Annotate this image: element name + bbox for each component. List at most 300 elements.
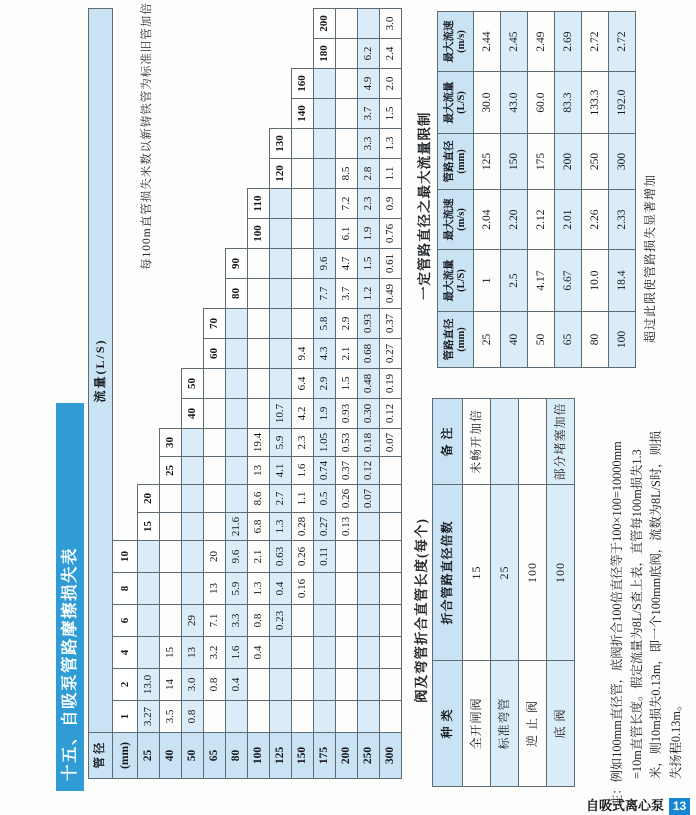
valve-value-cell — [519, 399, 547, 485]
blank-cell — [358, 9, 380, 39]
blank-cell — [314, 159, 336, 189]
limit-value-cell: 80 — [582, 312, 609, 368]
blank-cell — [292, 189, 314, 219]
blank-cell — [336, 701, 358, 733]
blank-cell — [226, 399, 248, 429]
blank-cell — [314, 605, 336, 637]
empty-region-cell — [204, 219, 226, 249]
limit-value-cell: 125 — [474, 134, 501, 190]
flow-limit-table-title: 一定管路直径之最大流量限制 — [417, 111, 432, 300]
blank-cell — [336, 637, 358, 669]
empty-region-cell — [113, 485, 138, 513]
blank-cell — [314, 69, 336, 99]
blank-cell — [270, 309, 292, 339]
diameter-label: 125 — [270, 733, 292, 779]
empty-region-cell — [113, 39, 138, 69]
loss-value-cell: 3.7 — [336, 279, 358, 309]
empty-region-cell — [248, 99, 270, 129]
flow-header-cell: 110 — [248, 189, 270, 219]
loss-value-cell: 1.3 — [270, 513, 292, 541]
loss-value-cell: 0.11 — [314, 541, 336, 573]
empty-region-cell — [138, 309, 160, 339]
blank-cell — [314, 669, 336, 701]
limit-value-cell: 6.67 — [555, 250, 582, 312]
loss-value-cell: 20 — [204, 541, 226, 573]
loss-value-cell: 21.6 — [226, 513, 248, 541]
diameter-label: 175 — [314, 733, 336, 779]
valve-value-cell: 底 阀 — [547, 661, 575, 787]
blank-cell — [292, 637, 314, 669]
loss-value-cell: 15 — [160, 637, 182, 669]
corner-unit: (mm) — [113, 733, 138, 779]
diameter-label: 300 — [380, 733, 402, 779]
limit-value-cell: 50 — [528, 312, 555, 368]
loss-value-cell: 4.1 — [270, 457, 292, 485]
blank-cell — [336, 669, 358, 701]
blank-cell — [160, 541, 182, 573]
loss-value-cell: 1.05 — [314, 429, 336, 457]
blank-cell — [182, 573, 204, 605]
blank-cell — [270, 339, 292, 369]
blank-cell — [182, 429, 204, 457]
blank-cell — [138, 573, 160, 605]
blank-cell — [336, 605, 358, 637]
limit-value-cell: 2.45 — [501, 12, 528, 72]
blank-cell — [314, 701, 336, 733]
valve-table-title: 阀及弯管折合直管长度(每个) — [414, 518, 429, 703]
empty-region-cell — [113, 249, 138, 279]
valve-value-cell: 100 — [547, 485, 575, 661]
empty-region-cell — [182, 189, 204, 219]
loss-value-cell: 1.9 — [314, 399, 336, 429]
flow-limit-table — [437, 11, 636, 368]
blank-cell — [204, 701, 226, 733]
loss-value-cell: 3.27 — [138, 701, 160, 733]
blank-cell — [226, 429, 248, 457]
flow-header-cell: 100 — [248, 219, 270, 249]
blank-cell — [292, 605, 314, 637]
flow-header-cell: 80 — [226, 279, 248, 309]
flow-header-cell: 90 — [226, 249, 248, 279]
empty-region-cell — [113, 309, 138, 339]
blank-cell — [204, 369, 226, 399]
limit-value-cell: 2.69 — [555, 12, 582, 72]
loss-value-cell: 0.53 — [336, 429, 358, 457]
flow-header-cell: 60 — [204, 339, 226, 369]
loss-value-cell: 0.93 — [358, 309, 380, 339]
flow-header-cell: 15 — [138, 513, 160, 541]
loss-value-cell: 2.9 — [314, 369, 336, 399]
limit-value-cell: 100 — [609, 312, 636, 368]
diameter-label: 100 — [248, 733, 270, 779]
blank-cell — [314, 219, 336, 249]
blank-cell — [270, 637, 292, 669]
empty-region-cell — [113, 159, 138, 189]
empty-region-cell — [226, 189, 248, 219]
loss-value-cell: 4.9 — [358, 69, 380, 99]
valve-value-cell: 逆 止 阀 — [519, 661, 547, 787]
empty-region-cell — [160, 339, 182, 369]
empty-region-cell — [138, 129, 160, 159]
empty-region-cell — [138, 339, 160, 369]
empty-region-cell — [113, 129, 138, 159]
diameter-label: 65 — [204, 733, 226, 779]
empty-region-cell — [226, 69, 248, 99]
empty-region-cell — [138, 369, 160, 399]
limit-value-cell: 2.12 — [528, 190, 555, 250]
empty-region-cell — [160, 9, 182, 39]
limit-value-cell: 2.5 — [501, 250, 528, 312]
limit-column-header: 最大流量 (L/S) — [438, 72, 474, 134]
diameter-label: 200 — [336, 733, 358, 779]
page-footer — [586, 795, 690, 815]
loss-value-cell: 0.27 — [380, 339, 402, 369]
blank-cell — [182, 513, 204, 541]
note-line: =10m直管长度。假定流量为8L/S查上表，直管每100m损失1.3 — [629, 449, 644, 779]
empty-region-cell — [182, 69, 204, 99]
flow-header-cell: 4 — [113, 637, 138, 669]
loss-value-cell: 0.61 — [380, 249, 402, 279]
empty-region-cell — [113, 189, 138, 219]
loss-value-cell: 3.7 — [358, 99, 380, 129]
loss-value-cell: 0.4 — [270, 573, 292, 605]
loss-value-cell: 13 — [248, 457, 270, 485]
empty-region-cell — [113, 219, 138, 249]
limit-value-cell: 65 — [555, 312, 582, 368]
limit-value-cell: 2.72 — [582, 12, 609, 72]
valve-value-cell: 100 — [519, 485, 547, 661]
diameter-label: 80 — [226, 733, 248, 779]
blank-cell — [314, 99, 336, 129]
corner-header: 管 径 — [89, 733, 113, 779]
loss-value-cell: 2.9 — [336, 309, 358, 339]
page-number-badge: 13 — [669, 798, 690, 815]
flow-header-cell: 50 — [182, 369, 204, 399]
loss-value-cell: 4.7 — [336, 249, 358, 279]
blank-cell — [380, 669, 402, 701]
loss-value-cell: 4.2 — [292, 399, 314, 429]
blank-cell — [358, 669, 380, 701]
loss-value-cell: 14 — [160, 669, 182, 701]
loss-value-cell: 1.2 — [358, 279, 380, 309]
blank-cell — [138, 541, 160, 573]
empty-region-cell — [160, 399, 182, 429]
empty-region-cell — [138, 249, 160, 279]
loss-value-cell: 6.2 — [358, 39, 380, 69]
blank-cell — [380, 457, 402, 485]
blank-cell — [292, 129, 314, 159]
valve-equivalent-length-table — [432, 398, 575, 787]
flow-header-cell: 30 — [160, 429, 182, 457]
loss-value-cell: 0.5 — [314, 485, 336, 513]
flow-header-cell: 10 — [113, 541, 138, 573]
empty-region-cell — [270, 9, 292, 39]
empty-region-cell — [226, 219, 248, 249]
friction-table-unit-note: 每100m直管损失米数以新铸铁管为标准旧管加倍 — [141, 2, 153, 270]
limit-value-cell: 2.72 — [609, 12, 636, 72]
valve-value-cell: 25 — [491, 485, 519, 661]
empty-region-cell — [182, 129, 204, 159]
empty-region-cell — [182, 9, 204, 39]
limit-column-header: 最大流量 (L/S) — [438, 250, 474, 312]
loss-value-cell: 5.8 — [314, 309, 336, 339]
empty-region-cell — [204, 279, 226, 309]
empty-region-cell — [270, 69, 292, 99]
loss-value-cell: 0.26 — [336, 485, 358, 513]
empty-region-cell — [248, 129, 270, 159]
loss-value-cell: 0.63 — [270, 541, 292, 573]
loss-value-cell: 19.4 — [248, 429, 270, 457]
empty-region-cell — [160, 309, 182, 339]
loss-value-cell: 7.1 — [204, 605, 226, 637]
empty-region-cell — [138, 39, 160, 69]
empty-region-cell — [113, 429, 138, 457]
empty-region-cell — [113, 69, 138, 99]
loss-value-cell: 29 — [182, 605, 204, 637]
diameter-label: 25 — [138, 733, 160, 779]
valve-value-cell: 标准弯管 — [491, 661, 519, 787]
loss-value-cell: 2.8 — [358, 159, 380, 189]
blank-cell — [358, 513, 380, 541]
valve-value-cell: 全开闸阀 — [463, 661, 491, 787]
note-line: 米，则10m损失0.13m，即一个100mm底阀，流数为8L/S时，则损 — [649, 430, 663, 779]
valve-value-cell: 15 — [463, 485, 491, 661]
empty-region-cell — [138, 159, 160, 189]
blank-cell — [270, 279, 292, 309]
empty-region-cell — [160, 39, 182, 69]
page-title: 十五、自吸泵管路摩擦损失表 — [56, 403, 84, 791]
empty-region-cell — [113, 369, 138, 399]
valve-column-header: 备 注 — [433, 399, 463, 485]
loss-value-cell: 0.19 — [380, 369, 402, 399]
limit-column-header: 最大流速 (m/s) — [438, 12, 474, 72]
diameter-label: 40 — [160, 733, 182, 779]
blank-cell — [248, 279, 270, 309]
loss-value-cell: 7.7 — [314, 279, 336, 309]
empty-region-cell — [138, 457, 160, 485]
empty-region-cell — [160, 249, 182, 279]
blank-cell — [336, 39, 358, 69]
blank-cell — [358, 701, 380, 733]
blank-cell — [226, 701, 248, 733]
limit-value-cell: 4.17 — [528, 250, 555, 312]
empty-region-cell — [113, 279, 138, 309]
empty-region-cell — [160, 369, 182, 399]
blank-cell — [336, 99, 358, 129]
blank-cell — [292, 219, 314, 249]
valve-column-header: 种 类 — [433, 661, 463, 787]
limit-value-cell: 2.44 — [474, 12, 501, 72]
loss-value-cell: 9.4 — [292, 339, 314, 369]
loss-value-cell: 10.7 — [270, 399, 292, 429]
blank-cell — [336, 541, 358, 573]
blank-cell — [358, 541, 380, 573]
empty-region-cell — [138, 69, 160, 99]
blank-cell — [248, 701, 270, 733]
empty-region-cell — [204, 249, 226, 279]
limit-value-cell: 30.0 — [474, 72, 501, 134]
note-line: 失扬程0.13m。 — [668, 698, 683, 779]
empty-region-cell — [160, 219, 182, 249]
empty-region-cell — [270, 39, 292, 69]
loss-value-cell: 3.2 — [204, 637, 226, 669]
flow-header-cell: 120 — [270, 159, 292, 189]
friction-loss-table — [88, 8, 402, 779]
empty-region-cell — [292, 39, 314, 69]
loss-value-cell: 2.3 — [292, 429, 314, 457]
flow-header-cell: 8 — [113, 573, 138, 605]
flow-header-cell: 70 — [204, 309, 226, 339]
limit-column-header: 管路直径 (mm) — [438, 134, 474, 190]
limit-value-cell: 83.3 — [555, 72, 582, 134]
loss-value-cell: 2.7 — [270, 485, 292, 513]
empty-region-cell — [248, 39, 270, 69]
loss-value-cell: 0.07 — [358, 485, 380, 513]
loss-value-cell: 1.9 — [358, 219, 380, 249]
loss-value-cell: 0.07 — [380, 429, 402, 457]
blank-cell — [204, 429, 226, 457]
empty-region-cell — [226, 99, 248, 129]
flow-header-cell: 25 — [160, 457, 182, 485]
flow-axis-header: 流量(L/S) — [89, 9, 113, 733]
flow-header-cell: 6 — [113, 605, 138, 637]
limit-value-cell: 2.26 — [582, 190, 609, 250]
limit-value-cell: 1 — [474, 250, 501, 312]
blank-cell — [248, 309, 270, 339]
loss-value-cell: 0.8 — [248, 605, 270, 637]
blank-cell — [336, 69, 358, 99]
blank-cell — [380, 701, 402, 733]
limit-value-cell: 2.01 — [555, 190, 582, 250]
empty-region-cell — [160, 279, 182, 309]
loss-value-cell: 1.3 — [248, 573, 270, 605]
loss-value-cell: 13 — [182, 637, 204, 669]
loss-value-cell: 0.49 — [380, 279, 402, 309]
blank-cell — [226, 457, 248, 485]
blank-cell — [248, 399, 270, 429]
diameter-label: 150 — [292, 733, 314, 779]
blank-cell — [204, 457, 226, 485]
loss-value-cell: 0.27 — [314, 513, 336, 541]
blank-cell — [226, 339, 248, 369]
blank-cell — [160, 485, 182, 513]
limit-value-cell: 25 — [474, 312, 501, 368]
empty-region-cell — [204, 9, 226, 39]
loss-value-cell: 0.30 — [358, 399, 380, 429]
empty-region-cell — [138, 429, 160, 457]
loss-value-cell: 1.6 — [226, 637, 248, 669]
loss-value-cell: 2.4 — [380, 39, 402, 69]
flow-limit-note: 超过此限使管路损失显著增加 — [643, 173, 657, 343]
loss-value-cell: 5.9 — [270, 429, 292, 457]
empty-region-cell — [160, 159, 182, 189]
empty-region-cell — [182, 39, 204, 69]
blank-cell — [226, 485, 248, 513]
empty-region-cell — [138, 279, 160, 309]
loss-value-cell: 9.6 — [314, 249, 336, 279]
flow-header-cell: 160 — [292, 69, 314, 99]
note-line: 注：例如100mm直径管，底阀折合100倍直径等于100×100=10000mm — [610, 441, 624, 807]
empty-region-cell — [160, 99, 182, 129]
loss-value-cell: 9.6 — [226, 541, 248, 573]
flow-header-cell: 40 — [182, 399, 204, 429]
empty-region-cell — [248, 69, 270, 99]
loss-value-cell: 3.5 — [160, 701, 182, 733]
blank-cell — [270, 249, 292, 279]
blank-cell — [314, 189, 336, 219]
limit-value-cell: 300 — [609, 134, 636, 190]
blank-cell — [358, 573, 380, 605]
loss-value-cell: 0.74 — [314, 457, 336, 485]
blank-cell — [314, 129, 336, 159]
empty-region-cell — [138, 219, 160, 249]
blank-cell — [336, 129, 358, 159]
empty-region-cell — [204, 39, 226, 69]
limit-value-cell: 2.20 — [501, 190, 528, 250]
empty-region-cell — [226, 39, 248, 69]
limit-value-cell: 43.0 — [501, 72, 528, 134]
loss-value-cell: 2.0 — [380, 69, 402, 99]
blank-cell — [292, 701, 314, 733]
loss-value-cell: 0.37 — [380, 309, 402, 339]
empty-region-cell — [204, 159, 226, 189]
blank-cell — [160, 513, 182, 541]
blank-cell — [270, 701, 292, 733]
loss-value-cell: 1.5 — [358, 249, 380, 279]
loss-value-cell: 7.2 — [336, 189, 358, 219]
blank-cell — [248, 669, 270, 701]
limit-value-cell: 175 — [528, 134, 555, 190]
empty-region-cell — [113, 399, 138, 429]
limit-value-cell: 2.49 — [528, 12, 555, 72]
blank-cell — [336, 9, 358, 39]
loss-value-cell: 0.37 — [336, 457, 358, 485]
blank-cell — [182, 485, 204, 513]
loss-value-cell: 13.0 — [138, 669, 160, 701]
limit-value-cell: 150 — [501, 134, 528, 190]
loss-value-cell: 8.6 — [248, 485, 270, 513]
loss-value-cell: 2.1 — [248, 541, 270, 573]
flow-header-cell: 130 — [270, 129, 292, 159]
limit-value-cell: 40 — [501, 312, 528, 368]
blank-cell — [380, 605, 402, 637]
blank-cell — [248, 369, 270, 399]
limit-value-cell: 200 — [555, 134, 582, 190]
loss-value-cell: 0.48 — [358, 369, 380, 399]
loss-value-cell: 0.16 — [292, 573, 314, 605]
loss-value-cell: 0.28 — [292, 513, 314, 541]
blank-cell — [270, 219, 292, 249]
blank-cell — [358, 637, 380, 669]
empty-region-cell — [182, 219, 204, 249]
empty-region-cell — [182, 309, 204, 339]
blank-cell — [270, 189, 292, 219]
loss-value-cell: 0.8 — [204, 669, 226, 701]
diameter-label: 50 — [182, 733, 204, 779]
empty-region-cell — [182, 339, 204, 369]
blank-cell — [292, 279, 314, 309]
blank-cell — [380, 485, 402, 513]
blank-cell — [380, 541, 402, 573]
loss-value-cell: 8.5 — [336, 159, 358, 189]
limit-value-cell: 60.0 — [528, 72, 555, 134]
loss-value-cell: 0.68 — [358, 339, 380, 369]
empty-region-cell — [292, 9, 314, 39]
blank-cell — [160, 573, 182, 605]
empty-region-cell — [113, 513, 138, 541]
blank-cell — [226, 309, 248, 339]
loss-value-cell: 1.5 — [380, 99, 402, 129]
